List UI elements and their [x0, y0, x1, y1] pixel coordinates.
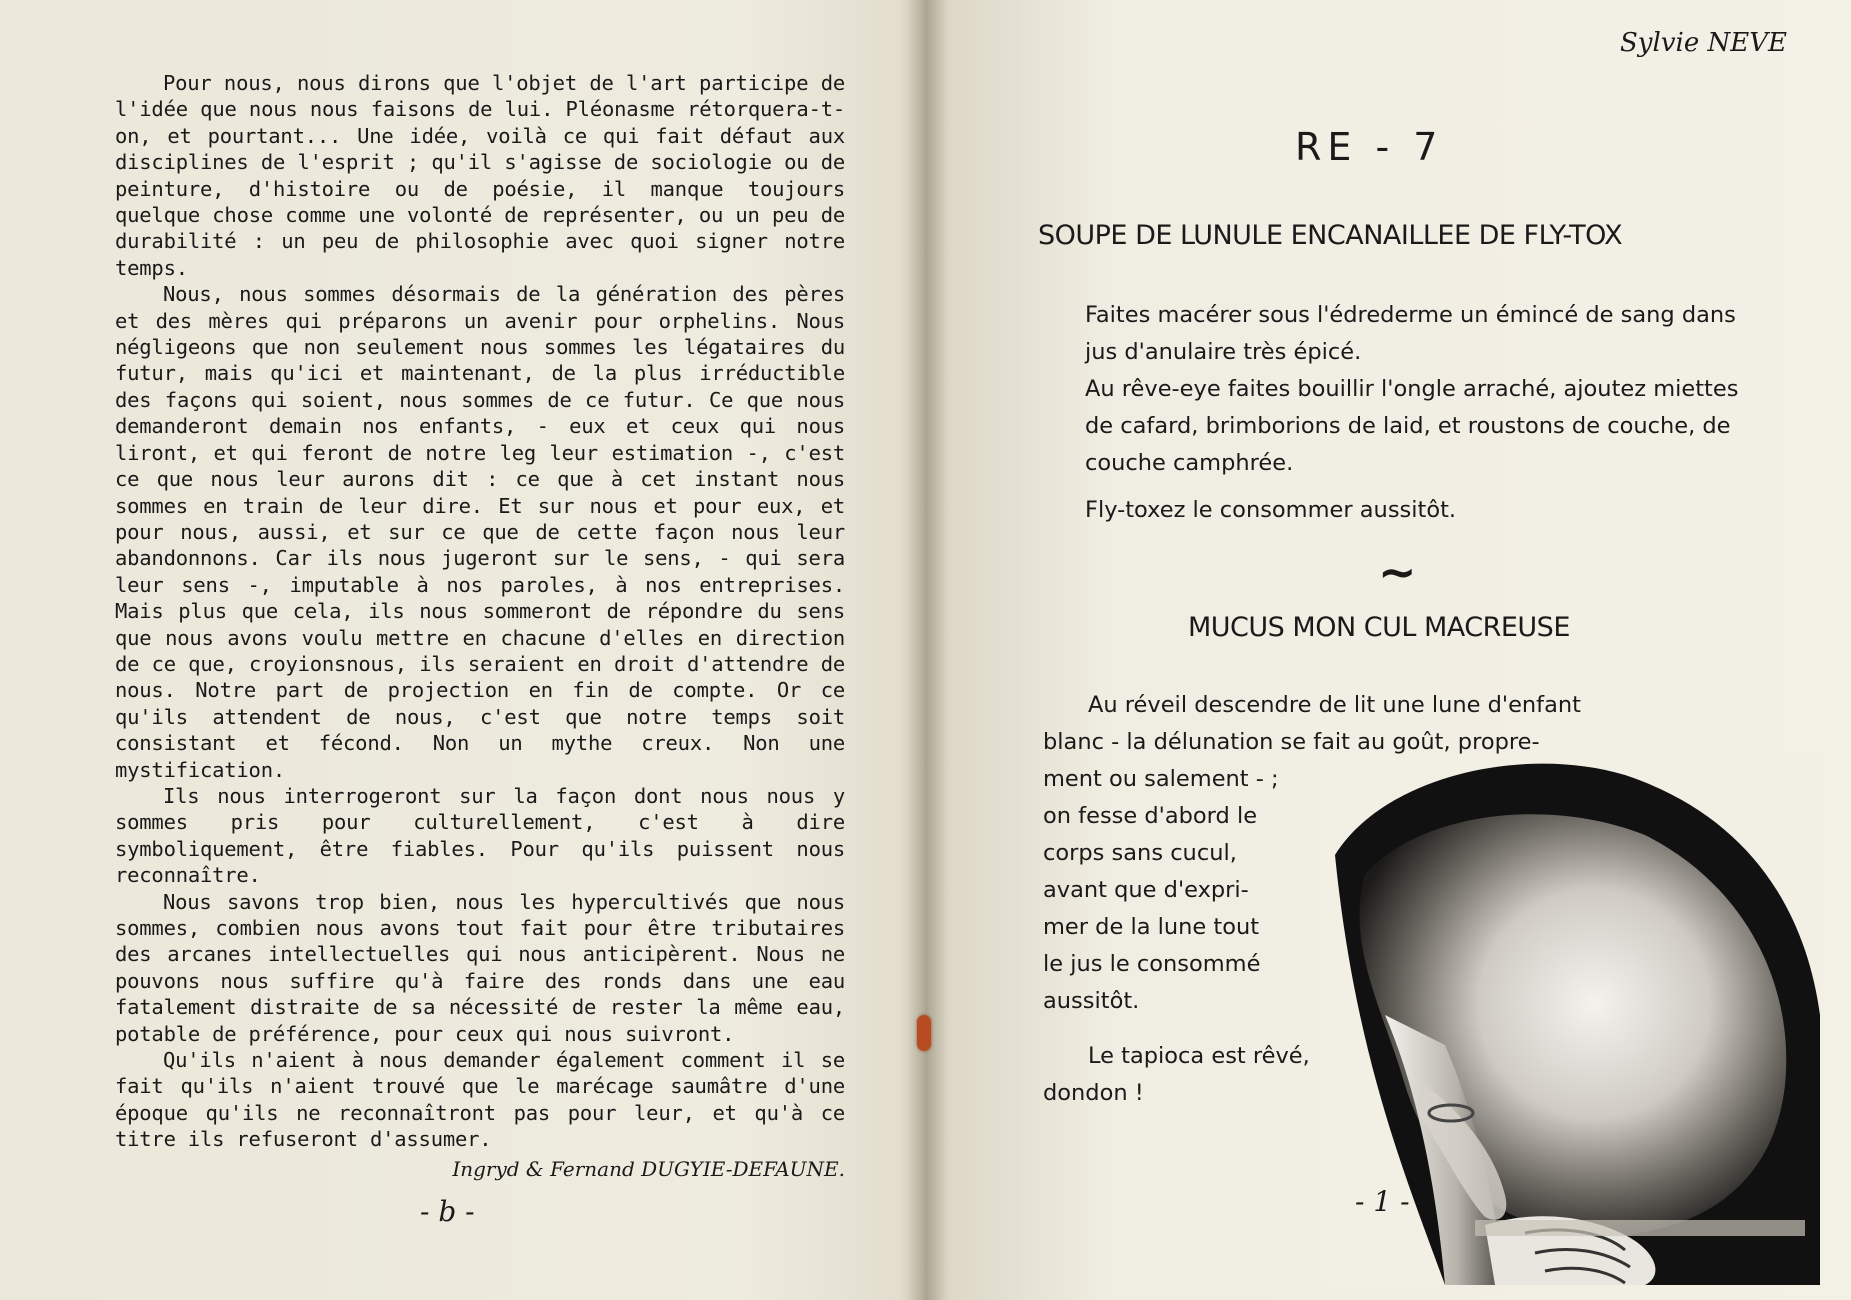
essay-body — [115, 70, 845, 1153]
essay-paragraph-4: Nous savons trop bien, nous les hypercultivés que nous sommes, combien nous avons tout fait pour être tributaires des arcanes intellectuelles qui nous anticipèrent. Nous ne pouvons nous suffire qu'à faire des ronds dans une eau fatalement distraite de sa nécessité de rester la même eau, potable de préférence, pour ceux qui nous suivront. — [115, 889, 845, 1046]
page-number-right: - 1 - — [1355, 1185, 1410, 1218]
recipe-2-line-4: on fesse d'abord le — [1043, 803, 1258, 829]
essay-paragraph-5: Qu'ils n'aient à nous demander également comment il se fait qu'ils n'aient trouvé que le marécage saumâtre d'une époque qu'ils ne reconnaîtront pas pour leur, et qu'à ce titre ils refuseront d'assumer. — [115, 1048, 845, 1152]
recipe-2-heading: MUCUS MON CUL MACREUSE — [1188, 612, 1570, 643]
recipe-1-heading: SOUPE DE LUNULE ENCANAILLEE DE FLY-TOX — [1038, 220, 1623, 251]
closing-line-1: Le tapioca est rêvé, — [1088, 1043, 1310, 1069]
recipe-1-paragraph-1: Faites macérer sous l'édrederme un émincé de sang dans jus d'anulaire très épicé. — [1085, 302, 1736, 365]
staple — [917, 1015, 931, 1051]
recipe-1-paragraph-2: Au rêve-eye faites bouillir l'ongle arraché, ajoutez miettes de cafard, brimborions de laid, et roustons de couche, de couche camphrée. — [1085, 376, 1739, 476]
recipe-2-line-7: mer de la lune tout — [1043, 914, 1260, 940]
left-page — [0, 0, 915, 1300]
tilde-separator-1: ~ — [1378, 545, 1417, 599]
essay-signature: Ingryd & Fernand DUGYIE-DEFAUNE. — [452, 1157, 845, 1181]
recipe-2-line-2: blanc - la délunation se fait au goût, propre- — [1043, 729, 1540, 755]
recipe-2-line-9: aussitôt. — [1043, 988, 1140, 1014]
recipe-2-line-3: ment ou salement - ; — [1043, 766, 1279, 792]
essay-paragraph-1: Pour nous, nous dirons que l'objet de l'art participe de l'idée que nous nous faisons de lui. Pléonasme rétorquera-t-on, et pourtant... Une idée, voilà ce qui fait défaut aux disciplines de l'esprit ; qu'il s'agisse de sociologie ou de peinture, d'histoire ou de poésie, il manque toujours quelque chose comme une volonté de représenter, ou un peu de durabilité : un peu de philosophie avec quoi signer notre temps. — [115, 71, 845, 280]
author-name: Sylvie NEVE — [1620, 28, 1787, 58]
piece-title: RE - 7 — [1295, 125, 1444, 169]
recipe-2-line-8: le jus le consommé — [1043, 951, 1261, 977]
recipe-2-line-1: Au réveil descendre de lit une lune d'enfant — [1088, 692, 1581, 718]
essay-paragraph-3: Ils nous interrogeront sur la façon dont nous nous y sommes pris pour culturellement, c'est à dire symboliquement, être fiables. Pour qu'ils puissent nous reconnaître. — [115, 783, 845, 888]
page-number-left: - b - — [420, 1195, 475, 1228]
recipe-1-paragraph-3: Fly-toxez le consommer aussitôt. — [1085, 497, 1457, 523]
essay-paragraph-2: Nous, nous sommes désormais de la génération des pères et des mères qui préparons un avenir pour orphelins. Nous négligeons que non seulement nous sommes les légataires du futur, mais qu'ici et maintenant, de la plus irréductible des façons qui soient, nous sommes de ce futur. Ce que nous demanderont demain nos enfants, - eux et ceux qui nous liront, et qui feront de notre leg leur estimation -, c'est ce que nous leur aurons dit : ce que à cet instant nous sommes en train de leur dire. Et sur nous et pour eux, et pour nous, aussi, et sur ce que de cette façon nous leur abandonnons. Car ils nous jugeront sur le sens, - qui sera leur sens -, imputable à nos paroles, à nos entreprises. Mais plus que cela, ils nous sommeront de répondre du sens que nous avons voulu mettre en chacune d'elles en direction de ce que, croyionsnous, ils seraient en droit d'attendre de nous. Notre part de projection en fin de compte. Or ce qu'ils attendent de nous, c'est que notre temps soit consistant et fécond. Non un mythe creux. Non une mystification. — [115, 282, 845, 782]
recipe-2-line-6: avant que d'expri- — [1043, 877, 1249, 903]
recipe-2-line-5: corps sans cucul, — [1043, 840, 1237, 866]
recipe-1-text — [1040, 297, 1750, 529]
closing-line-2: dondon ! — [1043, 1080, 1144, 1106]
